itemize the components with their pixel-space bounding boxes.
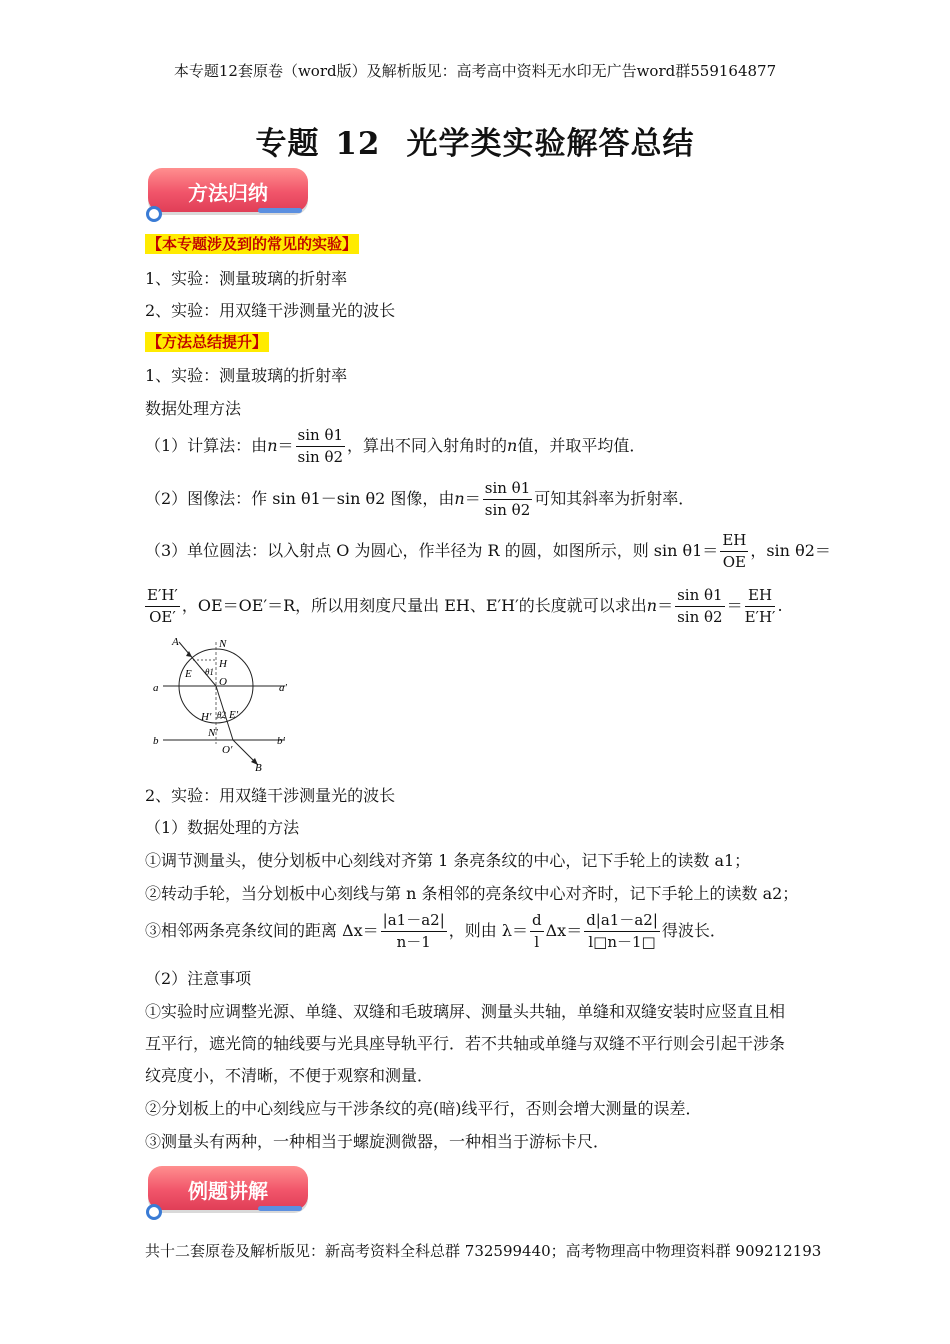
- step-1: ①调节测量头，使分划板中心刻线对齐第 1 条亮条纹的中心，记下手轮上的读数 a1；: [145, 851, 751, 870]
- step-3: [145, 910, 726, 953]
- label-H-prime: H′: [201, 711, 212, 723]
- frac-num: sin θ1: [483, 478, 533, 500]
- section2-tag-row: [145, 331, 269, 352]
- method-badge: [146, 168, 312, 220]
- fraction: [381, 910, 447, 953]
- label-N-prime: N′: [208, 727, 218, 739]
- frac-den: OE: [722, 553, 746, 571]
- label-H: H: [219, 658, 227, 670]
- frac-den: sin θ2: [297, 448, 344, 466]
- step-2: ②转动手轮，当分划板中心刻线与第 n 条相邻的亮条纹中心对齐时，记下手轮上的读数 a2；: [145, 884, 799, 903]
- var-n: n: [454, 489, 465, 508]
- section1-tag: 【本专题涉及到的常见的实验】: [147, 235, 358, 253]
- period: .: [777, 596, 783, 615]
- frac-den: OE′: [149, 608, 176, 626]
- label-O-prime: O′: [222, 744, 233, 756]
- method-circle-line1: [145, 530, 831, 573]
- note-1-line-3: 纹亮度小，不清晰，不便于观察和测量．: [145, 1066, 434, 1085]
- method-graph-lead: （2）图像法：作 sin θ1－sin θ2 图像，由: [145, 489, 455, 508]
- fraction: [483, 478, 533, 521]
- note-1-line-1: ①实验时应调整光源、单缝、双缝和毛玻璃屏、测量头共轴，单缝和双缝安装时应竖直且相: [145, 1002, 786, 1021]
- method-calc-lead: （1）计算法：由: [145, 436, 268, 455]
- label-O: O: [219, 676, 227, 688]
- method-circle-mid: ，sin θ2＝: [750, 541, 831, 560]
- label-B: B: [255, 762, 262, 774]
- equals: ＝: [657, 596, 674, 615]
- fraction: [145, 585, 180, 628]
- frac-den: n－1: [396, 933, 431, 951]
- equals: ＝: [726, 596, 743, 615]
- notes-heading: （2）注意事项: [145, 969, 252, 988]
- frac-num: |a1－a2|: [381, 910, 447, 932]
- page-title: [0, 118, 950, 163]
- fraction: [675, 585, 725, 628]
- var-n: n: [267, 436, 278, 455]
- badge-dot-icon: [146, 1204, 162, 1220]
- title-number: 12: [335, 126, 381, 162]
- label-a: a: [153, 682, 159, 694]
- label-theta1: θ1: [205, 667, 214, 677]
- var-n: n: [507, 436, 518, 455]
- section2-tag: 【方法总结提升】: [147, 333, 268, 351]
- fraction: [584, 910, 660, 953]
- step-3-lead: ③相邻两条亮条纹间的距离 Δx＝: [145, 921, 379, 940]
- frac-den: sin θ2: [677, 608, 723, 626]
- step-3-end: 得波长．: [661, 921, 726, 940]
- section1-tag-row: [145, 233, 359, 254]
- frac-den: E′H′: [744, 608, 776, 626]
- method-calc-tail: ，算出不同入射角时的: [347, 436, 508, 455]
- frac-num: EH: [745, 585, 776, 607]
- method-calc: [145, 425, 645, 468]
- equals: ＝: [277, 436, 294, 455]
- data-processing-heading: （1）数据处理的方法: [145, 818, 300, 837]
- footer-note: 共十二套原卷及解析版见：新高考资料全科总群 732599440；高考物理高中物理资料群 909212193: [145, 1242, 822, 1260]
- fraction: [745, 585, 776, 628]
- method-graph-tail: 可知其斜率为折射率．: [534, 489, 695, 508]
- label-b: b: [153, 735, 159, 747]
- badge-dot-icon: [146, 206, 162, 222]
- frac-num: EH: [720, 530, 748, 552]
- header-note: 本专题12套原卷（word版）及解析版见：高考高中资料无水印无广告word群559164877: [173, 62, 777, 80]
- frac-den: sin θ2: [484, 501, 531, 519]
- fraction: [720, 530, 748, 573]
- label-theta2: θ2: [217, 710, 226, 720]
- data-method-label: 数据处理方法: [145, 399, 242, 418]
- title-prefix: 专题: [255, 126, 320, 162]
- note-3: ③测量头有两种，一种相当于螺旋测微器，一种相当于游标卡尺．: [145, 1132, 610, 1151]
- method-graph: [145, 478, 694, 521]
- refraction-diagram: [145, 634, 305, 774]
- var-n: n: [646, 596, 658, 615]
- label-A: A: [172, 636, 179, 648]
- frac-num: sin θ1: [296, 425, 346, 447]
- note-2: ②分划板上的中心刻线应与干涉条纹的亮(暗)线平行，否则会增大测量的误差．: [145, 1099, 702, 1118]
- examples-badge: [146, 1166, 312, 1218]
- fraction: [296, 425, 346, 468]
- frac-den: l□n－1□: [588, 933, 656, 951]
- label-a-prime: a′: [279, 682, 287, 694]
- label-N: N: [219, 638, 227, 650]
- method-circle-line2: [145, 585, 783, 628]
- step-3-mid2: Δx＝: [545, 921, 583, 940]
- title-text: 光学类实验解答总结: [406, 126, 695, 162]
- frac-den: l: [534, 933, 540, 951]
- frac-num: d: [530, 910, 544, 932]
- exp2-heading: 2、实验：用双缝干涉测量光的波长: [145, 786, 396, 805]
- step-3-mid: ，则由 λ＝: [448, 921, 528, 940]
- examples-badge-label: 例题讲解: [188, 1179, 268, 1203]
- frac-num: d|a1－a2|: [584, 910, 660, 932]
- fraction: [530, 910, 544, 953]
- method-calc-tail2: 值，并取平均值．: [517, 436, 646, 455]
- badge-bar-icon: [258, 208, 302, 213]
- label-b-prime: b′: [277, 735, 285, 747]
- exp1-heading: 1、实验：测量玻璃的折射率: [145, 366, 348, 385]
- note-1-line-2: 互平行，遮光筒的轴线要与光具座导轨平行．若不共轴或单缝与双缝不平行则会引起干涉条: [145, 1034, 786, 1053]
- section1-item-2: 2、实验：用双缝干涉测量光的波长: [145, 301, 396, 320]
- method-circle-lead: （3）单位圆法：以入射点 O 为圆心，作半径为 R 的圆，如图所示，则 sin θ1＝: [145, 541, 719, 560]
- frac-num: E′H′: [145, 585, 180, 607]
- label-E-prime: E′: [229, 709, 239, 721]
- method-badge-label: 方法归纳: [188, 181, 268, 205]
- badge-bar-icon: [258, 1206, 302, 1211]
- section1-item-1: 1、实验：测量玻璃的折射率: [145, 269, 348, 288]
- frac-num: sin θ1: [675, 585, 725, 607]
- method-circle-mid2: ，OE＝OE′＝R，所以用刻度尺量出 EH、E′H′的长度就可以求出: [181, 596, 647, 615]
- equals: ＝: [464, 489, 481, 508]
- label-E: E: [185, 668, 192, 680]
